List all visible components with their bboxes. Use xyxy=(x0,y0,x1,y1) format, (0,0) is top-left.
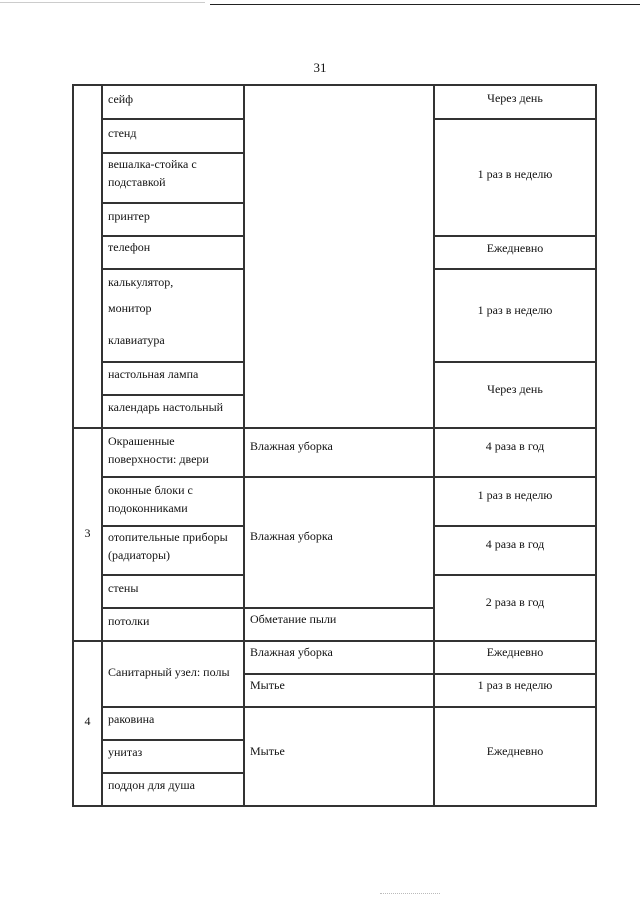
item-text: оконные блоки с подоконниками xyxy=(108,483,193,515)
item-cell xyxy=(102,362,244,395)
frequency-text: Ежедневно xyxy=(486,744,544,758)
frequency-cell xyxy=(434,477,596,526)
frequency-text: Ежедневно xyxy=(486,241,544,255)
item-text: раковина xyxy=(108,712,155,726)
item-text: вешалка-стойка с подставкой xyxy=(108,157,197,189)
item-cell xyxy=(102,119,244,153)
action-text: Мытье xyxy=(250,678,285,692)
item-cell xyxy=(102,236,244,269)
row-number-cell-4 xyxy=(73,641,102,806)
frequency-cell xyxy=(434,119,596,236)
item-text: потолки xyxy=(108,614,150,628)
item-cell xyxy=(102,395,244,428)
action-text: Влажная уборка xyxy=(250,645,333,659)
top-rule xyxy=(210,4,640,5)
row-number-cell-3 xyxy=(73,428,102,641)
row-number-cell-continued xyxy=(73,85,102,428)
action-text: Влажная уборка xyxy=(250,439,333,453)
item-text: стены xyxy=(108,581,139,595)
action-text: Влажная уборка xyxy=(250,529,333,543)
frequency-text: Ежедневно xyxy=(486,645,544,659)
item-cell xyxy=(102,203,244,236)
frequency-cell xyxy=(434,707,596,806)
frequency-text: Через день xyxy=(487,382,543,396)
frequency-text: 4 раза в год xyxy=(485,537,545,551)
frequency-cell xyxy=(434,641,596,674)
row-number: 4 xyxy=(84,714,91,728)
item-cell xyxy=(102,428,244,477)
frequency-text: 1 раз в неделю xyxy=(477,488,553,502)
frequency-text: 1 раз в неделю xyxy=(477,303,553,317)
item-text: стенд xyxy=(108,126,137,140)
item-text: календарь настольный xyxy=(108,400,224,414)
frequency-cell xyxy=(434,362,596,428)
item-cell xyxy=(102,773,244,806)
action-cell xyxy=(244,608,434,641)
frequency-cell xyxy=(434,85,596,119)
item-text: настольная лампа xyxy=(108,367,199,381)
item-text: принтер xyxy=(108,209,150,223)
item-cell xyxy=(102,526,244,575)
frequency-text: 4 раза в год xyxy=(485,439,545,453)
item-cell xyxy=(102,575,244,608)
frequency-text: 2 раза в год xyxy=(485,595,545,609)
row-number: 3 xyxy=(84,526,91,540)
action-cell xyxy=(244,428,434,477)
item-cell xyxy=(102,477,244,526)
item-text: Санитарный узел: полы xyxy=(108,665,230,679)
top-rule-left xyxy=(0,2,205,3)
frequency-cell xyxy=(434,428,596,477)
frequency-cell xyxy=(434,674,596,707)
item-text: Окрашенные поверхности: двери xyxy=(108,434,209,466)
action-cell-empty xyxy=(244,85,434,428)
item-text: клавиатура xyxy=(108,333,165,347)
item-text: поддон для душа xyxy=(108,778,195,792)
action-cell xyxy=(244,477,434,608)
action-cell xyxy=(244,707,434,806)
item-cell xyxy=(102,707,244,740)
frequency-text: 1 раз в неделю xyxy=(477,678,553,692)
action-cell xyxy=(244,674,434,707)
item-cell xyxy=(102,740,244,773)
action-text: Обметание пыли xyxy=(250,612,337,626)
action-cell xyxy=(244,641,434,674)
item-cell xyxy=(102,85,244,119)
item-cell xyxy=(102,269,244,362)
frequency-cell xyxy=(434,575,596,641)
cleaning-schedule-table xyxy=(72,84,597,807)
item-text: калькулятор, xyxy=(108,275,174,289)
item-text: телефон xyxy=(108,240,151,254)
item-text: сейф xyxy=(108,92,133,106)
frequency-cell xyxy=(434,269,596,362)
frequency-text: Через день xyxy=(487,91,543,105)
item-text: монитор xyxy=(108,301,152,315)
frequency-cell xyxy=(434,236,596,269)
item-cell xyxy=(102,641,244,707)
scan-artifact xyxy=(380,893,440,896)
item-cell xyxy=(102,608,244,641)
frequency-cell xyxy=(434,526,596,575)
item-text: отопительные приборы (радиаторы) xyxy=(108,530,228,562)
item-cell xyxy=(102,153,244,203)
item-text: унитаз xyxy=(108,745,143,759)
frequency-text: 1 раз в неделю xyxy=(477,167,553,181)
action-text: Мытье xyxy=(250,744,285,758)
page-number: 31 xyxy=(313,60,327,75)
